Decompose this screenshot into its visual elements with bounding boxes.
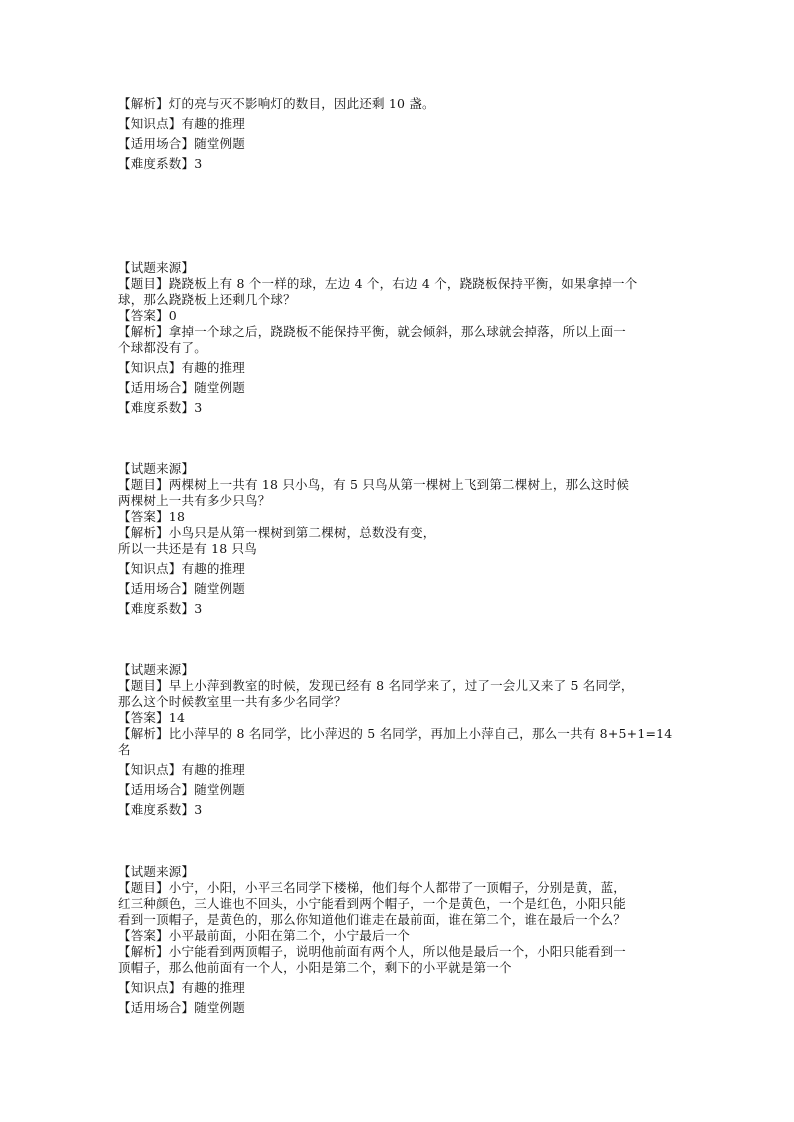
question-block-birds — [118, 461, 678, 617]
question-line: 【题目】两棵树上一共有 18 只小鸟，有 5 只鸟从第一棵树上飞到第二棵树上，那么这时候 — [118, 477, 630, 492]
analysis-line: 【解析】小鸟只是从第一棵树到第二棵树，总数没有变， — [118, 525, 436, 540]
knowledge-point-line: 【知识点】有趣的推理 — [118, 116, 246, 131]
scenario-line: 【适用场合】随堂例题 — [118, 581, 246, 596]
difficulty-line: 【难度系数】3 — [118, 601, 203, 616]
question-line: 【题目】早上小萍到教室的时候，发现已经有 8 名同学来了，过了一会儿又来了 5 名同学， — [118, 678, 634, 693]
question-block-classroom — [118, 662, 678, 818]
answer-line: 【答案】18 — [118, 509, 186, 524]
source-line: 【试题来源】 — [118, 662, 195, 677]
analysis-line: 顶帽子，那么他前面有一个人，小阳是第二个，剩下的小平就是第一个 — [118, 960, 512, 975]
difficulty-line: 【难度系数】3 — [118, 400, 203, 415]
question-line: 看到一顶帽子，是黄色的，那么你知道他们谁走在最前面，谁在第二个，谁在最后一个么？ — [118, 912, 627, 927]
scenario-line: 【适用场合】随堂例题 — [118, 380, 246, 395]
answer-line: 【答案】0 — [118, 308, 177, 323]
question-block-hats — [118, 864, 678, 1016]
question-line: 红三种颜色，三人谁也不回头，小宁能看到两个帽子，一个是黄色，一个是红色，小阳只能 — [118, 896, 627, 911]
source-line: 【试题来源】 — [118, 864, 195, 879]
question-line: 那么这个时候教室里一共有多少名同学？ — [118, 694, 347, 709]
analysis-line: 【解析】小宁能看到两顶帽子，说明他前面有两个人，所以他是最后一个，小阳只能看到一 — [118, 944, 627, 959]
question-line: 【题目】小宁，小阳，小平三名同学下楼梯，他们每个人都带了一顶帽子，分别是黄，蓝， — [118, 880, 627, 895]
difficulty-line: 【难度系数】3 — [118, 802, 203, 817]
knowledge-point-line: 【知识点】有趣的推理 — [118, 980, 246, 995]
analysis-line: 名 — [118, 742, 131, 757]
knowledge-point-line: 【知识点】有趣的推理 — [118, 561, 246, 576]
question-block-continuation — [118, 96, 678, 172]
answer-line: 【答案】小平最前面，小阳在第二个，小宁最后一个 — [118, 928, 411, 943]
scenario-line: 【适用场合】随堂例题 — [118, 782, 246, 797]
knowledge-point-line: 【知识点】有趣的推理 — [118, 762, 246, 777]
analysis-line: 【解析】灯的亮与灭不影响灯的数目，因此还剩 10 盏。 — [118, 96, 435, 111]
knowledge-point-line: 【知识点】有趣的推理 — [118, 360, 246, 375]
question-line: 球，那么跷跷板上还剩几个球？ — [118, 292, 296, 307]
analysis-line: 【解析】拿掉一个球之后，跷跷板不能保持平衡，就会倾斜，那么球就会掉落，所以上面一 — [118, 324, 627, 339]
analysis-line: 【解析】比小萍早的 8 名同学，比小萍迟的 5 名同学，再加上小萍自己，那么一共有 8+5+1=14 — [118, 726, 673, 741]
source-line: 【试题来源】 — [118, 260, 195, 275]
question-block-seesaw — [118, 260, 678, 416]
difficulty-line: 【难度系数】3 — [118, 156, 203, 171]
scenario-line: 【适用场合】随堂例题 — [118, 1000, 246, 1015]
question-line: 两棵树上一共有多少只鸟？ — [118, 493, 271, 508]
question-line: 【题目】跷跷板上有 8 个一样的球，左边 4 个，右边 4 个，跷跷板保持平衡，如果拿掉一个 — [118, 276, 638, 291]
analysis-line: 所以一共还是有 18 只鸟 — [118, 541, 257, 556]
answer-line: 【答案】14 — [118, 710, 186, 725]
analysis-line: 个球都没有了。 — [118, 340, 207, 355]
scenario-line: 【适用场合】随堂例题 — [118, 136, 246, 151]
source-line: 【试题来源】 — [118, 461, 195, 476]
